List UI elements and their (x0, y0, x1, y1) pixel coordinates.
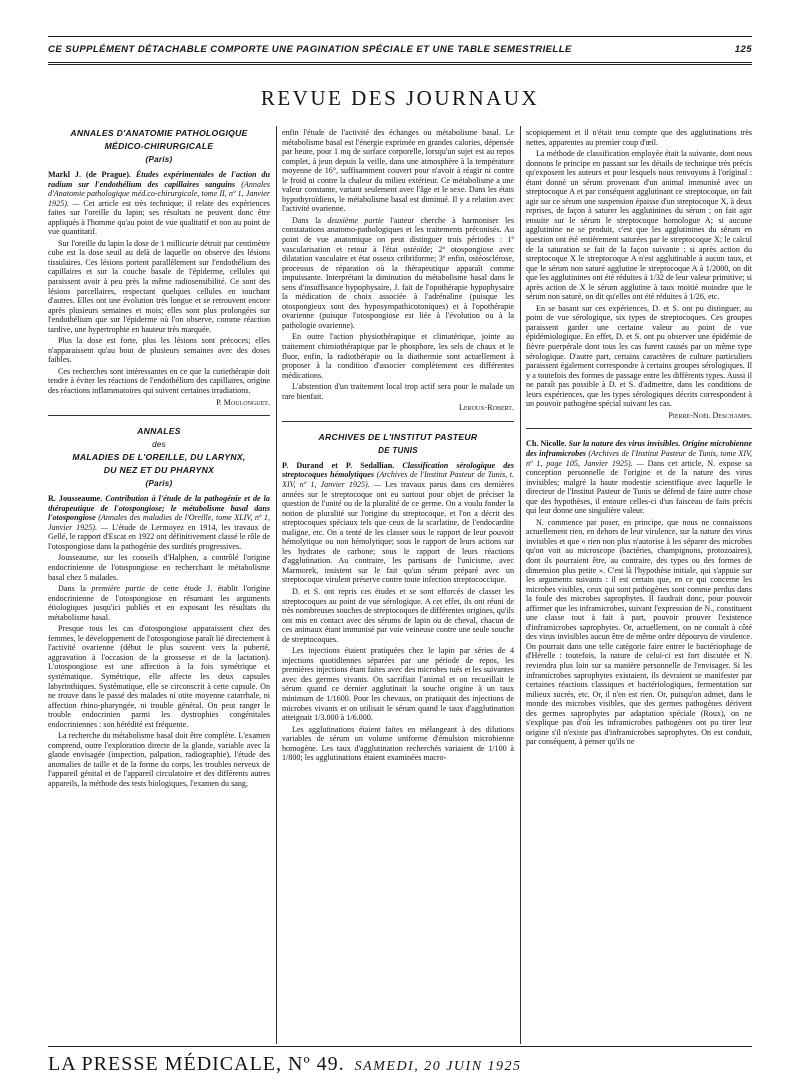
issue-date: SAMEDI, 20 JUIN 1925 (354, 1059, 522, 1074)
article-paragraph: En se basant sur ces expériences, D. et S. ont pu distinguer, au point de vue sérologique, six types de streptocoques. Ces groupes paraissent garder une certaine valeur au point de vue épidémiologique. En effet, D. et S. ont pu observer une épidémie de fièvre puerpérale dont tous les cas furent causés par un même type sérologique. D'autre part, certains caractères de culture particuliers paraissent également correspondre à certains groupes sérologiques. Il y a toutefois des formes de passage entre les différents types. Aussi il ne paraît pas possible à D. et S. d'admettre, dans les conditions de leurs expériences, que les types sérologiques décrits correspondent à un pouvoir pathogène spécial suivant les cas. (526, 303, 752, 409)
article-paragraph: Ces recherches sont intéressantes en ce que la curiethérapie doit tendre à éviter les réactions de l'endothélium des capillaires, origine des réactions inflammatoires qui suivent certaines irradiations. (48, 366, 270, 396)
article-text: Les travaux parus dans ces dernières années sur le streptocoque ont eu surtout pour objet de préciser la question de l'unité ou de la pluralité de ce germe. On a voulu fonder la notion de pluralité sur l'origine du streptocoque, et l'on a décrit des streptocoques spéciaux tels que ceux de la scarlatine, de l'endocardite maligne, etc. On a tenté de les classer sous le rapport de leur pouvoir hémolytique ou non hémolytique; sous le rapport de leurs actions sur les hydrates de carbone; sous le rapport de leurs réactions d'agglutination. Au contraire, les partisans de l'unicisme, avec Marmorek, insistent sur le fait qu'un sérum préparé avec un streptocoque virulent préserve contre toute infection streptococcique. (282, 479, 514, 585)
article-paragraph: Jousseaume, sur les conseils d'Halphen, a contrôlé l'origine endocrinienne de l'otospongiose en recherchant le métabolisme basal chez 5 malades. (48, 553, 270, 582)
article-paragraph: scopiquement et il n'était tenu compte que des agglutinations très nettes, apparentes au premier coup d'œil. (526, 128, 752, 147)
article-intro (282, 461, 514, 585)
article-text: de cette étude J. établit l'origine endocrinienne de l'otospongiose en résumant les arguments étiologiques jusqu'ici publiés et en exposant les résultats du métabolisme basal. (48, 584, 270, 622)
article-author: R. Jousseaume. (48, 494, 103, 504)
article-reference: (Archives de l'Institut Pasteur de Tunis, tome XIV, nº 1, page 105, Janvier 1925). — (526, 448, 752, 468)
article-paragraph: D. et S. ont repris ces études et se sont efforcés de classer les streptocoques au point de vue sérologique. A cet effet, ils ont réuni de très nombreuses souches de streptocoques de différentes origines, qu'ils ont mis en contact avec des sérums de lapin ou de cheval, chacun de ces animaux étant immunisé par voie veineuse contre une seule souche de streptocoques. (282, 586, 514, 644)
article-text: Dans la (292, 215, 321, 225)
article-author: Ch. Nicolle. (526, 439, 567, 449)
section-title: REVUE DES JOURNAUX (260, 86, 540, 110)
article-reference: (Annales des maladies de l'Oreille, tome XLIV, nº 1, Janvier 1925). — (48, 513, 270, 532)
column-divider (276, 126, 277, 1044)
article-paragraph (48, 584, 270, 622)
column-2 (282, 128, 514, 1056)
column-1 (48, 128, 270, 1073)
article-separator (48, 415, 270, 416)
article-intro (526, 439, 752, 515)
article-paragraph: N. commence par poser, en principe, que nous ne connaissons actuellement rien, en dehors de leur virulence, sur la nature des virus invisibles et que « rien non plus n'autorise à les séparer des microbes qu'on voit au microscope (bactéries, champignons, protozoaires), dont ils pourraient être, au contraire, des types ou des formes de dimension plus petite ». C'est là l'hypothèse initiale, qui s'appuie sur les arguments suivants : il est certain que, en ce qui concerne les microbes visibles, ceux qui sont pathogènes sont comme perdus dans la foule des microbes saprophytes. Il faudrait donc, pour pouvoir affirmer que les inframicrobes, suivant l'expression de N., constituent une classe tout à fait à part, pouvoir prouver l'existence d'inframicrobes saprophytes. Or, actuellement, on ne connaît à côté des virus invisibles aucun être de même ordre dépourvu de virulence. On pourrait dans une telle catégorie faire entrer le bactériophage de d'Hérelle : toutefois, la nature de celui-ci est fort discutée et N. reviendra plus loin sur sa manière personnelle de l'envisager. Si les inframicrobes saprophytes existaient, ils devraient se manifester par certaines réactions classiques et bactériologiques, fermentation sur milieux sucrés, etc. Or, il n'en est rien. Or, puisqu'on admet, dans le monde des microbes visibles, que des germes pathogènes dérivent des germes saprophytes par adaptation spéciale (Roux), on ne s'explique pas d'où les inframicrobes pathogènes ont pu tirer leur origine s'il n'existe pas d'inframicrobes saprophytes. On est conduit, par conséquent, à penser qu'ils ne (526, 517, 752, 747)
journal-city: (Paris) (145, 155, 173, 164)
article-text: l'auteur cherche à harmoniser les constatations anatomo-pathologiques et les traitements préconisés. Au point de vue anatomique on peut distinguer trois périodes : 1º vascularisation et retour à l'état ostéoïde; 2º otospongiose avec dilatation vasculaire et état osseux cribriforme; 3º enfin, ostéosclérose, processus de réparation où la thérapeutique apparaît comme impuissante. Interprétant la diminution du métabolisme basal dans le sens d'insuffisance hypophysaire, J. fait de l'opothérapie hypophysaire la médication de choix associée à l'adrénaline (puisque les otospongieux sont des hyposympathicotoniques) et à l'opothérapie ovarienne (puisque l'otospongiose est liée à l'évolution ou à la pathologie ovarienne). (282, 215, 514, 330)
article-paragraph: La méthode de classification employée était la suivante, dont nous donnons le principe en passant sur les détails de technique très précis qu'exposent les auteurs et pour lesquels nous renvoyons à l'original : étant donné un sérum provenant d'un animal immunisé avec un streptocoque A et par conséquent agglutinant ce streptocoque, on fait agir sur ce sérum une suspension épaisse d'un streptocoque X, à deux reprises, de façon à saturer les agglutinines du sérum ; on fait agir ensuite sur le sérum le streptocoque homologue A; si aucune agglutinine ne se produit, c'est que les agglutinines du sérum en question ont été entièrement saturées par le streptocoque X; le calcul de la saturation se fait de la façon suivante : si après action du streptocoque X le streptocoque A n'est agglutinable à aucun taux, et que le sérum non saturé agglutine le streptocoque A à 1/2000, on dit que les agglutinines ont été réduites à 1/32 de leur valeur primitive; si après action de X le sérum agglutine à taux moitié moindre que le sérum non saturé, on dit qu'elles ont été réduites à 1/26, etc. (526, 149, 752, 302)
top-rule (48, 36, 752, 37)
article-title: Classification sérologique des streptocoques hémolytiques (282, 460, 514, 480)
supplement-header (48, 44, 752, 55)
column-3 (526, 128, 752, 1056)
article-paragraph: En outre l'action physiothérapique et climatérique, jointe au traitement chimiothérapique par le phosphore, les sels de chaux et le fluor, enfin, la radiothérapie ou la diathermie sont actuellement à proposer à la condition d'associer complètement ces différentes médications. (282, 332, 514, 380)
article-signature: Pierre-Noël Deschamps. (668, 410, 752, 420)
article-title: Sur la nature des virus invisibles. Origine microbienne des inframicrobes (526, 439, 752, 458)
article-paragraph: enfin l'étude de l'activité des échanges ou métabolisme basal. Le métabolisme basal est l'énergie exprimée en grandes calories, dépensée par heure, pour 1 mq de surface corporelle, lorsqu'un sujet est au repos complet, à jeun depuis la veille, dans une atmosphère à la température moyenne de 16°, suffisamment couvert pour n'avoir à réagir ni contre le froid ni contre la chaleur du milieu extérieur. Ce métabolisme a une valeur constante, variant seulement avec l'âge et le sexe. Dans les états hypothyroïdiens, le métabolisme basal est diminué. Il y a relation avec l'activité ovarienne. (282, 128, 514, 214)
footer (48, 1053, 752, 1076)
article-separator (282, 421, 514, 422)
journal-name: LA PRESSE MÉDICALE, Nº 49. (48, 1053, 345, 1075)
article-separator (526, 428, 752, 429)
article-author: P. Durand et P. Sedallian. (282, 460, 395, 470)
journal-heading: ANNALES D'ANATOMIE PATHOLOGIQUE (70, 128, 248, 138)
article-title: Études expérimentales de l'action du radium sur l'endothélium des capillaires sanguins (48, 170, 270, 189)
column-divider (520, 126, 521, 1044)
article-paragraph: Les injections étaient pratiquées chez le lapin par séries de 4 injections quotidiennes séparées par une période de repos, les premières injections étant faites avec des microbes tués et les suivantes avec des germes vivants. On sacrifiait l'animal et on recueillait le sérum quand ce dernier agglutinait la souche origine à un taux minimum de 1/1600. Pour les chevaux, on pratiquait des injections de microbes vivants et on utilisait le sérum quand le taux d'agglutination atteignait 1/3.000 à 1/6.000. (282, 646, 514, 723)
page-number: 125 (734, 44, 752, 55)
journal-heading: ARCHIVES DE L'INSTITUT PASTEUR (318, 431, 478, 442)
article-emphasis: première partie (91, 584, 145, 594)
header-rule (48, 62, 752, 65)
article-paragraph: La recherche du métabolisme basal doit être complète. L'examen comprend, outre l'exploration directe de la glande, variable avec la glande envisagée (inspection, palpation, radiographie), l'étude des anomalies de taille et de la forme du corps, les troubles nerveux de l'appareil génital et de l'appareil circulatoire et des différents autres appareils, la méthode des tests biologiques, l'examen du sang, (48, 731, 270, 788)
article-paragraph: L'abstention d'un traitement local trop actif sera pour le malade un rare bienfait. (282, 382, 514, 401)
journal-heading: MALADIES DE L'OREILLE, DU LARYNX, (72, 452, 246, 463)
article-reference: (Archives de l'Institut Pasteur de Tunis, t. XIV, nº 1, Janvier 1925). — (282, 470, 514, 489)
article-text: Dans la (58, 584, 86, 594)
article-intro (48, 494, 270, 551)
article-text: Dans cet article, N. expose sa conception personnelle de l'origine et de la nature des virus invisibles; malgré la haute modestie scientifique avec laquelle le directeur de l'Institut Pasteur de Tunis se défend de faire autre chose que des hypothèses, il entoure celles-ci d'un faisceau de faits précis qui leur donne une singulière valeur. (526, 458, 752, 516)
article-author: Markl J. (de Prague). (48, 170, 131, 179)
journal-heading: des (152, 440, 166, 450)
journal-heading: DU NEZ ET DU PHARYNX (103, 465, 215, 476)
article-text: L'étude de Lermoyez en 1914, les travaux de Gellé, le rapport d'Escat en 1922 ont définitivement classé le rôle de l'otospongiose dans la pathogénie des surdités progressives. (48, 522, 270, 551)
footer-rule (48, 1046, 752, 1047)
article-signature: P. Moulonguet. (216, 397, 270, 407)
journal-heading: MÉDICO-CHIRURGICALE (104, 141, 214, 151)
journal-heading: DE TUNIS (378, 445, 418, 455)
article-paragraph: Les agglutinations étaient faites en mélangeant à des dilutions variables de sérum un volume uniforme d'émulsion microbienne homogène. Les taux d'agglutination recherchés variaient de 1/100 à 1/800; les agglutinations étaient examinées macro- (282, 724, 514, 763)
supplement-notice: CE SUPPLÉMENT DÉTACHABLE COMPORTE UNE PAGINATION SPÉCIALE ET UNE TABLE SEMESTRIELLE (48, 44, 572, 55)
article-title: Contribution à l'étude de la pathogénie et de la thérapeutique de l'otospongiose; le métabolisme basal dans l'otospongiose (48, 494, 270, 523)
article-reference: (Annales d'Anatomie pathologique méd.co-chirurgicale, tome II, nº 1, Janvier 1925). — (48, 179, 270, 208)
article-paragraph: Plus la dose est forte, plus les lésions sont précoces; elles n'apparaissent qu'au bout de plusieurs semaines avec des doses faibles. (48, 336, 270, 365)
article-text: Cet article est très technique; il relate des expériences faites sur l'oreille du lapin; ses résultats ne peuvent donc être appliqués à l'homme qu'au point de vue qualitatif et non au point de vue quantitatif. (48, 198, 270, 237)
journal-heading: ANNALES (137, 426, 181, 437)
article-intro (48, 170, 270, 237)
article-paragraph: Presque tous les cas d'otospongiose apparaissent chez des femmes, le développement de l'otospongiose paraît lié directement à l'activité ovarienne (début le plus souvent vers la puberté, aggravation à l'occasion de la grossesse et de la lactation). L'otospongiose est une affection à la fois symétrique et systématique. Symétrique, elle affecte les deux capsules labyrinthiques. Systématique, elle se circonscrit à cette capsule. On ne trouve dans le passé des malades ni otite moyenne catarrhale, ni affection rhino-pharyngée, ni trouble général. On peut ranger le trouble endocrinien parmi les dystrophies congénitales endocriniennes : son hérédité est fréquente. (48, 624, 270, 729)
article-signature: Leroux-Robert. (458, 403, 514, 413)
article-paragraph: Sur l'oreille du lapin la dose de 1 millicurie détruit par centimètre cube est la dose seuil au delà de laquelle on observe des lésions tissulaires. Ces lésions portent parallèlement sur l'endothélium des capillaires et sur la couche basale de l'épiderme, cellules qui paraissent avoir à peu près la même radiosensibilité. Ce sont des lésions parcellaires, respectant quelques cellules en touchant d'autres. Elles ont une évolution très longue et se retrouvent encore après plusieurs semaines et mois; elles sont plus prolongées sur l'endothélium que sur l'épiderme où l'on observe, comme réaction tardive, une hypertrophie en hauteur très marquée. (48, 238, 270, 334)
article-paragraph (282, 216, 514, 331)
article-emphasis: deuxième partie (327, 215, 384, 225)
journal-city: (Paris) (145, 479, 173, 489)
